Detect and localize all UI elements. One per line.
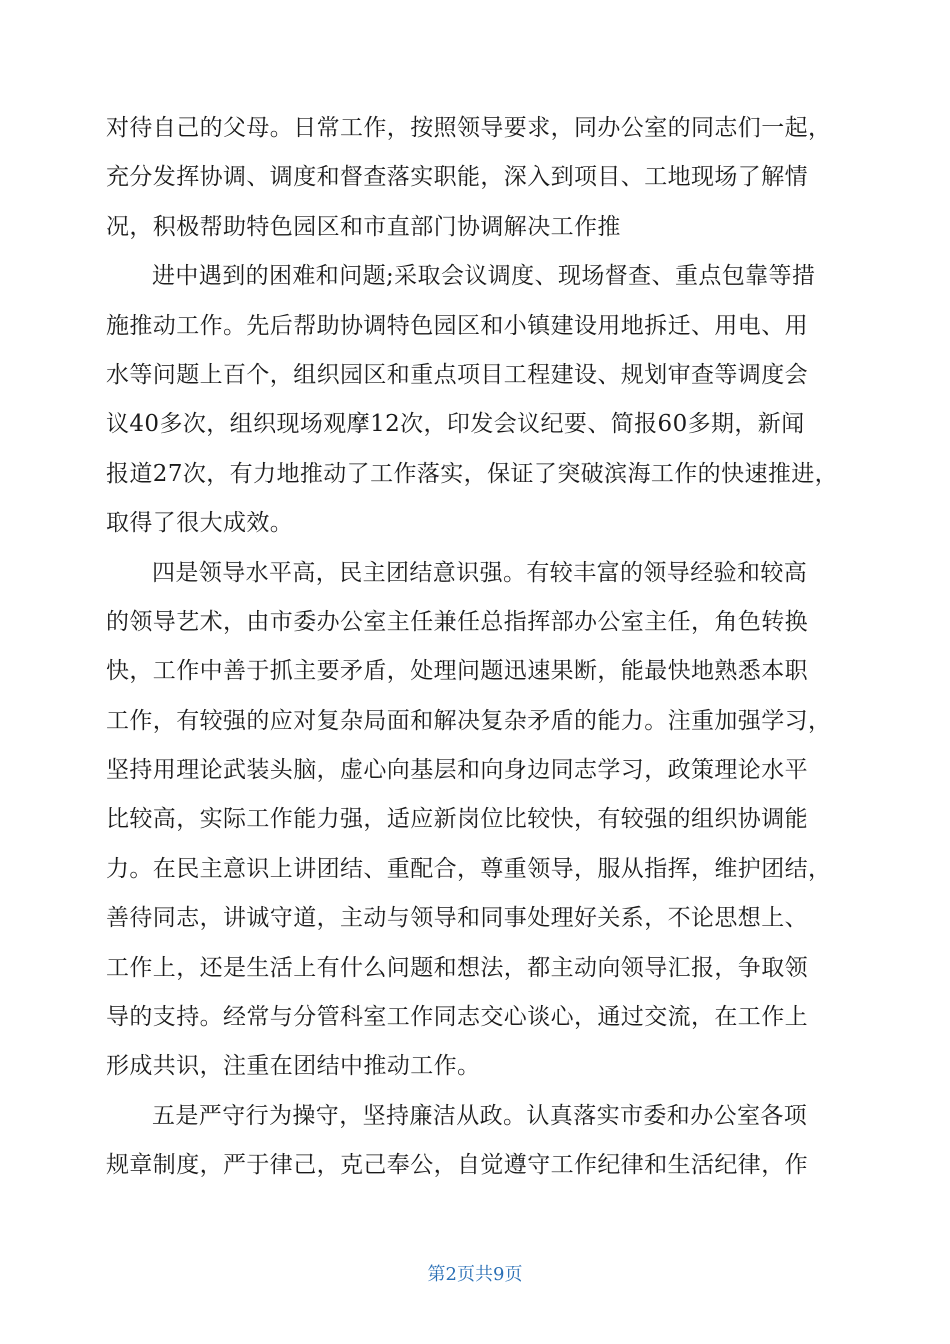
text-line: 四是领导水平高，民主团结意识强。有较丰富的领导经验和较高	[152, 559, 808, 586]
text-line: 报道27次，有力地推动了工作落实，保证了突破滨海工作的快速推进，	[106, 460, 839, 487]
text-line: 施推动工作。先后帮助协调特色园区和小镇建设用地拆迁、用电、用	[106, 312, 808, 339]
document-body	[106, 104, 846, 1191]
text-line: 坚持用理论武装头脑，虚心向基层和向身边同志学习，政策理论水平	[106, 757, 808, 784]
text-line: 议40多次，组织现场观摩12次，印发会议纪要、简报60多期，新闻	[106, 411, 805, 438]
text-line: 形成共识，注重在团结中推动工作。	[106, 1053, 481, 1080]
text-line: 五是严守行为操守，坚持廉洁从政。认真落实市委和办公室各项	[152, 1102, 808, 1129]
text-line: 工作，有较强的应对复杂局面和解决复杂矛盾的能力。注重加强学习，	[106, 707, 832, 734]
text-line: 对待自己的父母。日常工作，按照领导要求，同办公室的同志们一起，	[106, 115, 832, 141]
text-line: 快，工作中善于抓主要矛盾，处理问题迅速果断，能最快地熟悉本职	[106, 658, 808, 685]
text-line: 力。在民主意识上讲团结、重配合，尊重领导，服从指挥，维护团结，	[106, 855, 832, 882]
text-line: 取得了很大成效。	[106, 510, 294, 537]
text-line: 进中遇到的困难和问题;采取会议调度、现场督查、重点包靠等措	[152, 263, 816, 290]
text-line: 况，积极帮助特色园区和市直部门协调解决工作推	[106, 213, 621, 240]
text-line: 工作上，还是生活上有什么问题和想法，都主动向领导汇报，争取领	[106, 954, 808, 981]
text-line: 的领导艺术，由市委办公室主任兼任总指挥部办公室主任，角色转换	[106, 608, 808, 635]
text-line: 充分发挥协调、调度和督查落实职能，深入到项目、工地现场了解情	[106, 164, 808, 191]
text-line: 善待同志，讲诚守道，主动与领导和同事处理好关系，不论思想上、	[106, 905, 808, 932]
text-line: 水等问题上百个，组织园区和重点项目工程建设、规划审查等调度会	[106, 361, 808, 388]
text-line: 比较高，实际工作能力强，适应新岗位比较快，有较强的组织协调能	[106, 806, 808, 833]
text-line: 导的支持。经常与分管科室工作同志交心谈心，通过交流，在工作上	[106, 1004, 808, 1031]
text-line: 规章制度，严于律己，克己奉公，自觉遵守工作纪律和生活纪律，作	[106, 1152, 808, 1179]
page-footer: 第2页共9页	[427, 1264, 523, 1285]
